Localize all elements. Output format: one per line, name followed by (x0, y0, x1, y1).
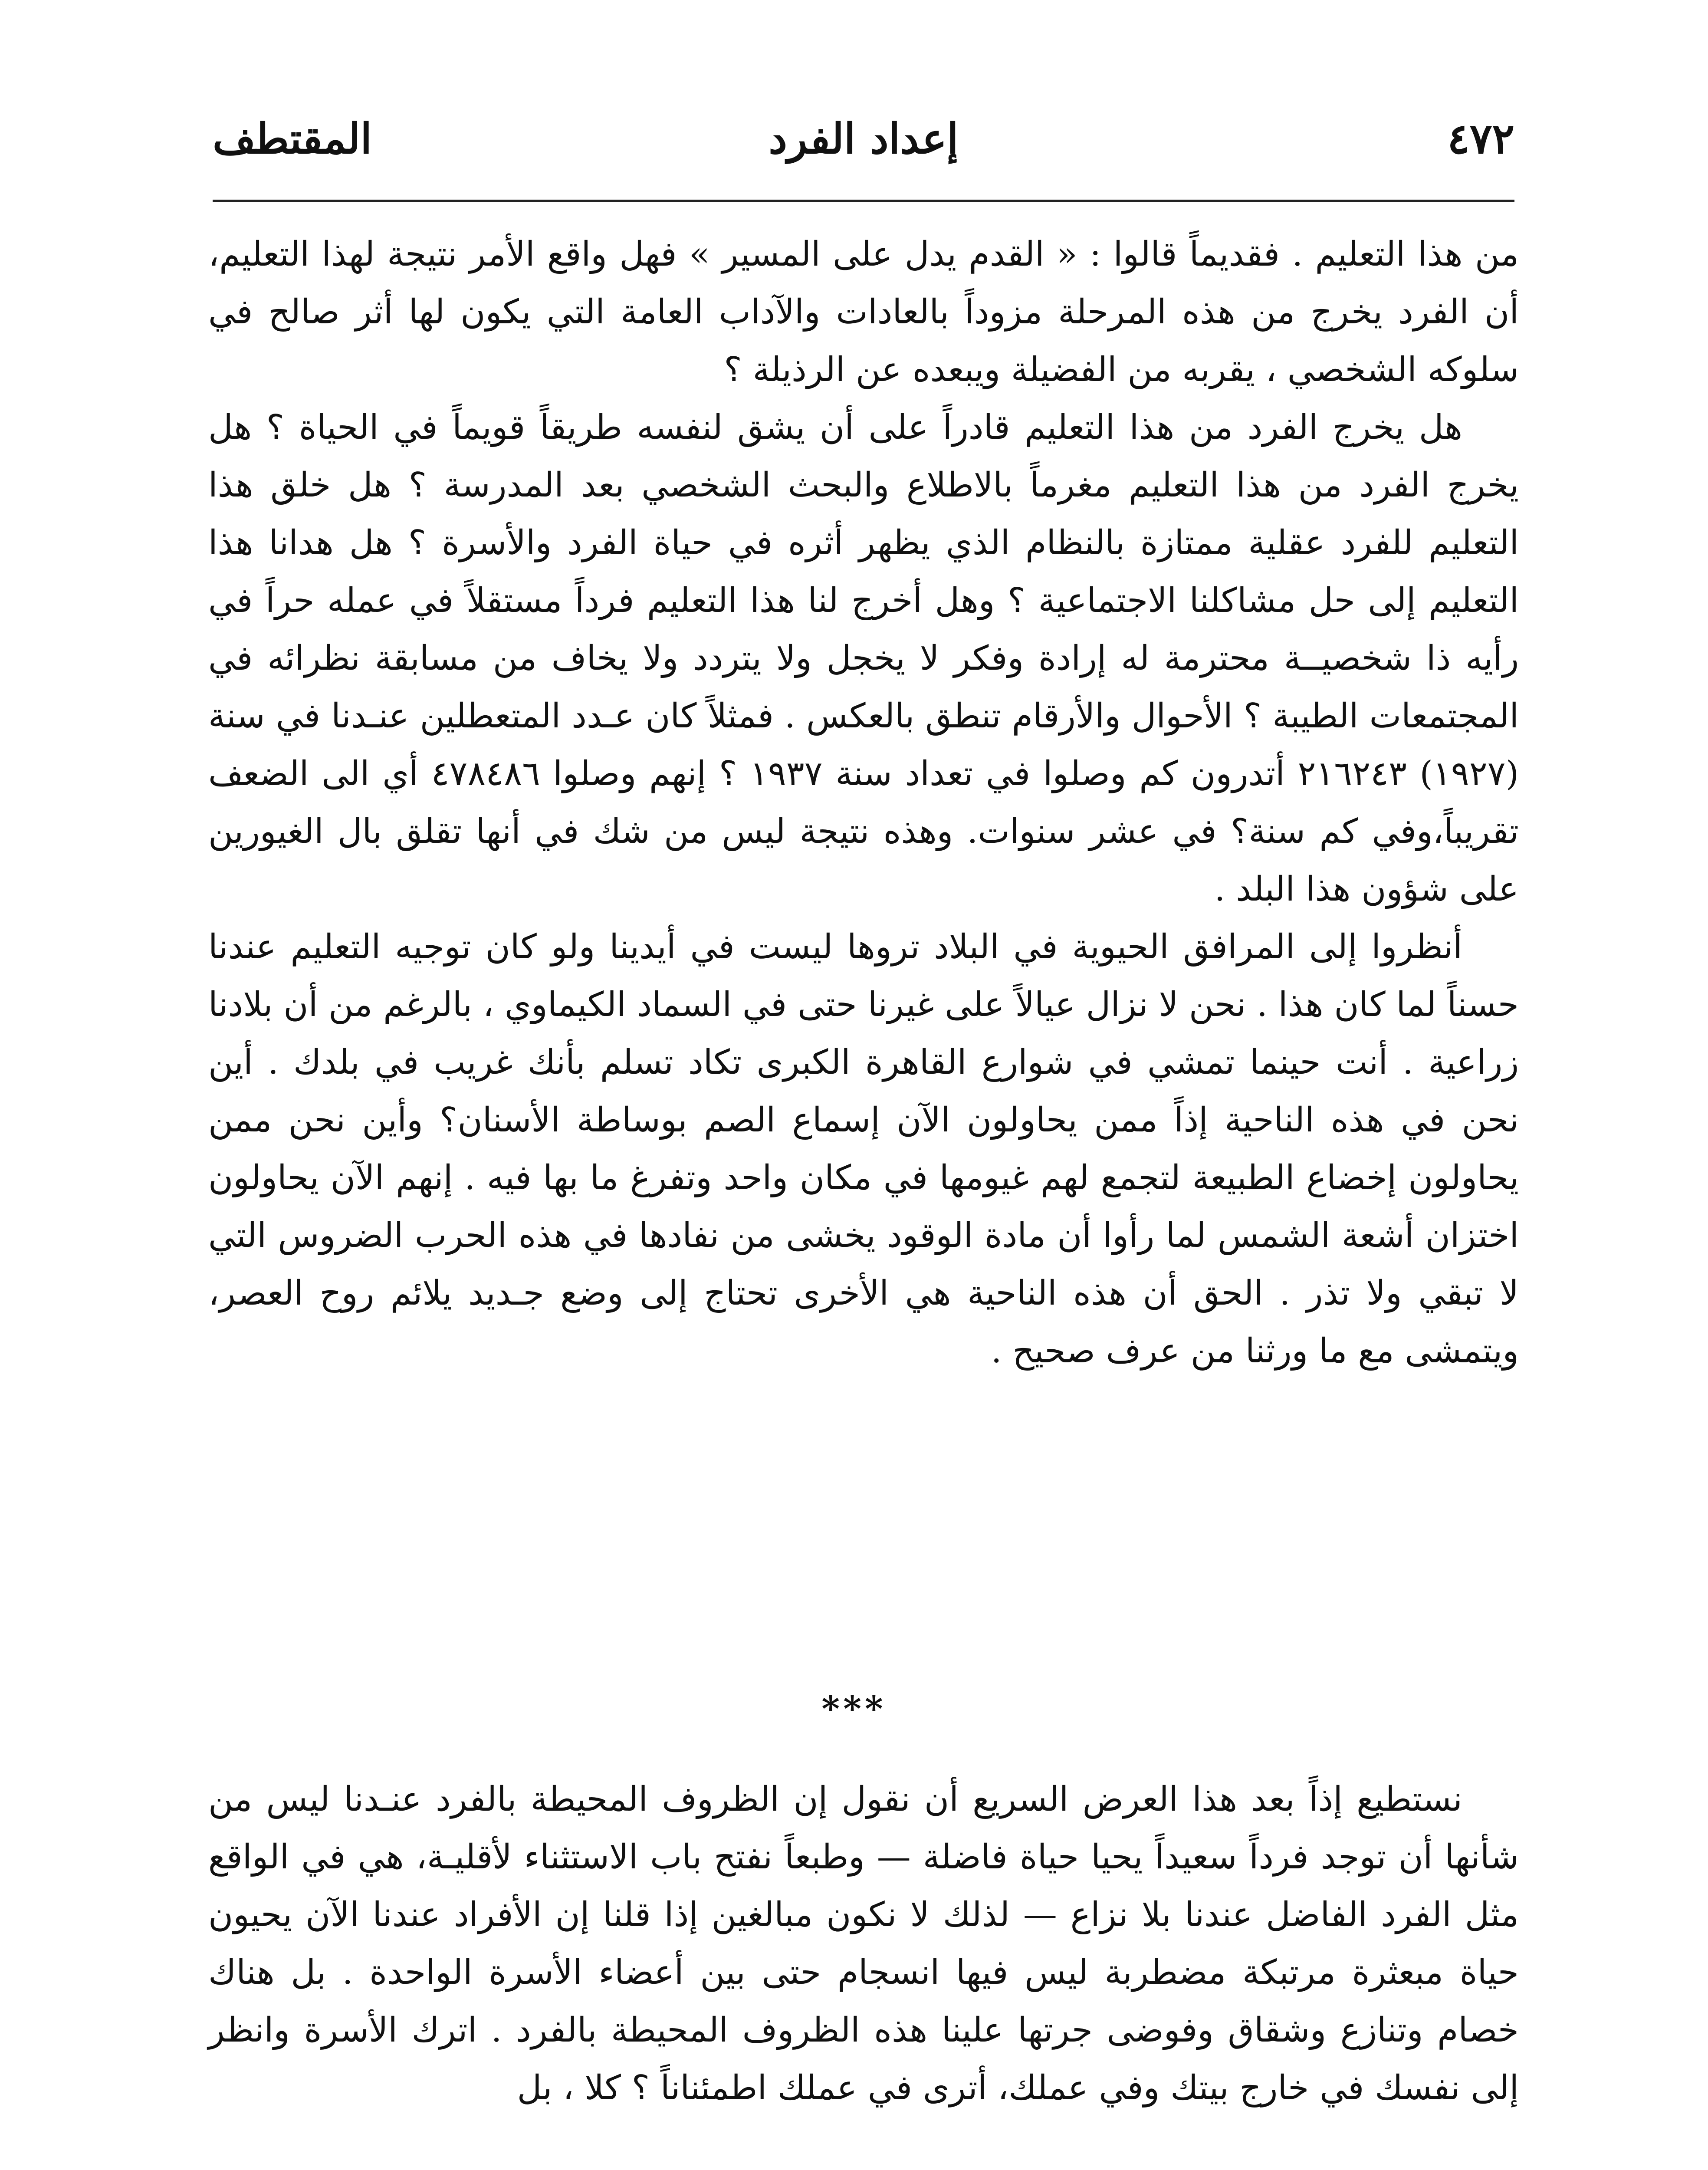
running-title: إعداد الفرد (769, 114, 959, 163)
paragraph: نستطيع إذاً بعد هذا العرض السريع أن نقول إن الظروف المحيطة بالفرد عنـدنا ليس من شأنها أن توجد فرداً سعيداً يحيا حياة فاضلة — وطبعاً نفتح باب الاستثناء لأقليـة، هي في الواقع مثل الفرد الفاضل عندنا بلا نزاع — لذلك لا نكون مبالغين إذا قلنا إن الأفراد عندنا الآن يحيون حياة مبعثرة مرتبكة مضطربة ليس فيها انسجام حتى بين أعضاء الأسرة الواحدة . بل هناك خصام وتنازع وشقاق وفوضى جرتها علينا هذه الظروف المحيطة بالفرد . اترك الأسرة وانظر إلى نفسك في خارج بيتك وفي عملك، أترى في عملك اطمئناناً ؟ كلا ، بل (208, 1780, 1519, 2108)
page-number: ٤٧٢ (1447, 114, 1514, 163)
paragraph: أنظروا إلى المرافق الحيوية في البلاد تروها ليست في أيدينا ولو كان توجيه التعليم عندنا حسناً لما كان هذا . نحن لا نزال عيالاً على غيرنا حتى في السماد الكيماوي ، بالرغم من أن بلادنا زراعية . أنت حينما تمشي في شوارع القاهرة الكبرى تكاد تسلم بأنك غريب في بلدك . أين نحن في هذه الناحية إذاً ممن يحاولون الآن إسماع الصم بوساطة الأسنان؟ وأين نحن ممن يحاولون إخضاع الطبيعة لتجمع لهم غيومها في مكان واحد وتفرغ ما بها فيه . إنهم الآن يحاولون اختزان أشعة الشمس لما رأوا أن مادة الوقود يخشى من نفادها في هذه الحرب الضروس التي لا تبقي ولا تذر . الحق أن هذه الناحية هي الأخرى تحتاج إلى وضع جـديد يلائم روح العصر، ويتمشى مع ما ورثنا من عرف صحيح . (208, 927, 1519, 1371)
paragraph: من هذا التعليم . فقديماً قالوا : « القدم يدل على المسير » فهل واقع الأمر نتيجة لهذا التعليم، أن الفرد يخرج من هذه المرحلة مزوداً بالعادات والآداب العامة التي يكون لها أثر صالح في سلوكه الشخصي ، يقربه من الفضيلة ويبعده عن الرذيلة ؟ (208, 235, 1519, 389)
paragraph: هل يخرج الفرد من هذا التعليم قادراً على أن يشق لنفسه طريقاً قويماً في الحياة ؟ هل يخرج الفرد من هذا التعليم مغرماً بالاطلاع والبحث الشخصي بعد المدرسة ؟ هل خلق هذا التعليم للفرد عقلية ممتازة بالنظام الذي يظهر أثره في حياة الفرد والأسرة ؟ هل هدانا هذا التعليم إلى حل مشاكلنا الاجتماعية ؟ وهل أخرج لنا هذا التعليم فرداً مستقلاً في عمله حراً في رأيه ذا شخصيــة محترمة له إرادة وفكر لا يخجل ولا يتردد ولا يخاف من مسابقة نظرائه في المجتمعات الطيبة ؟ الأحوال والأرقام تنطق بالعكس . فمثلاً كان عـدد المتعطلين عنـدنا في سنة (١٩٢٧) ٢١٦٢٤٣ أتدرون كم وصلوا في تعداد سنة ١٩٣٧ ؟ إنهم وصلوا ٤٧٨٤٨٦ أي الى الضعف تقريباً،وفي كم سنة؟ في عشر سنوات. وهذه نتيجة ليس من شك في أنها تقلق بال الغيورين على شؤون هذا البلد . (208, 408, 1519, 909)
section-separator: *** (821, 1688, 887, 1729)
article-body (208, 226, 1519, 1380)
page-header (213, 108, 1514, 178)
article-body-continued (208, 1771, 1519, 2117)
journal-name: المقتطف (213, 114, 372, 163)
header-rule (213, 200, 1514, 202)
